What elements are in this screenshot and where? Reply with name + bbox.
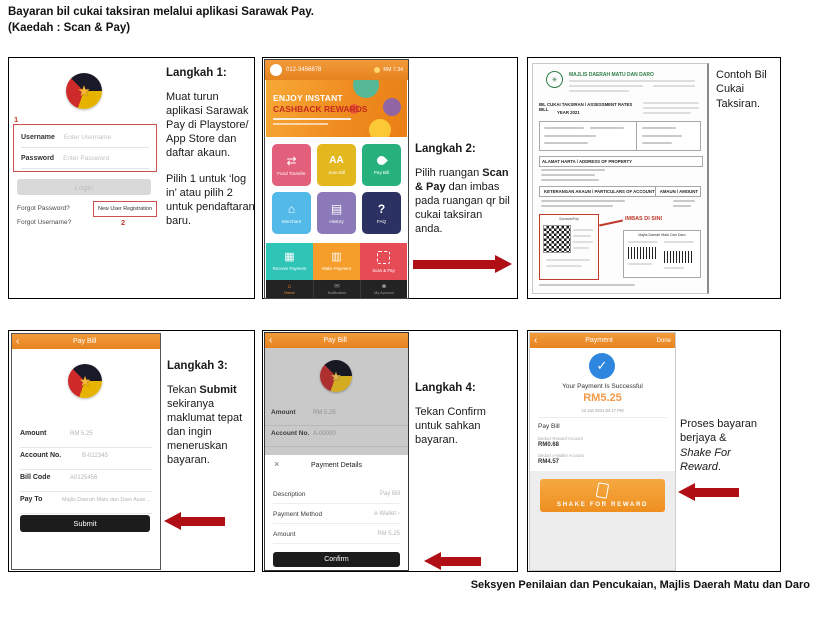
barcode-icon: ▥ — [331, 251, 342, 263]
faux-line — [544, 127, 584, 129]
bill-table — [539, 121, 701, 151]
faux-line — [544, 142, 588, 144]
panel-step4 — [262, 330, 518, 572]
faux-line — [573, 229, 593, 231]
password-label: Password — [21, 154, 55, 162]
method-label: Payment Method — [273, 511, 323, 518]
panel-step2 — [262, 57, 518, 299]
banner-smallprint — [273, 123, 328, 125]
tile-label: History — [329, 218, 344, 224]
tile-label: Auto Bill — [328, 169, 345, 175]
avatar[interactable] — [270, 64, 282, 76]
dimmed-background — [265, 348, 408, 455]
password-row[interactable] — [21, 148, 149, 169]
payto-value: Majlis Daerah Matu dan Daro Asse... — [62, 497, 150, 503]
description-value: Pay Bill — [379, 491, 400, 497]
faux-line — [541, 200, 625, 202]
nav-label: My Account — [374, 291, 394, 296]
amount-row — [273, 527, 400, 544]
tile-label: Pay Bill — [373, 169, 390, 175]
paybill-title: Pay Bill — [73, 338, 97, 345]
faux-line — [546, 265, 582, 267]
success-check-icon — [589, 353, 615, 379]
panel-bill-sample — [527, 57, 781, 299]
step3-paragraph — [167, 383, 255, 467]
faux-line — [569, 80, 657, 82]
paybill-header — [12, 334, 160, 349]
description-label: Description — [273, 491, 306, 498]
login-screenshot — [9, 58, 161, 296]
bottom-nav — [266, 280, 407, 299]
done-button[interactable]: Done — [656, 337, 671, 344]
star-icon: ★ — [330, 368, 342, 384]
faux-line — [569, 85, 643, 87]
account-row — [265, 427, 408, 447]
step3-post: sekiranya maklumat tepat dan ingin meneruskan bayaran. — [167, 397, 243, 467]
faux-line — [546, 259, 590, 261]
wallet-balance — [374, 67, 408, 73]
receipt-icon: ▤ — [330, 201, 343, 216]
faux-line — [590, 127, 624, 129]
faux-line — [573, 241, 593, 243]
notification-icon: ✉ — [334, 282, 340, 290]
success-screenshot — [529, 332, 676, 571]
nav-notification[interactable] — [313, 280, 360, 299]
banner-line1: ENJOY INSTANT — [273, 93, 343, 103]
home-tile-grid — [272, 144, 401, 234]
account-value: A-00000 — [313, 431, 336, 437]
step3-text — [167, 359, 255, 479]
back-icon[interactable]: ‹ — [534, 334, 538, 346]
billcode-row — [20, 471, 152, 492]
faux-line — [628, 263, 652, 265]
faux-line — [541, 174, 595, 176]
username-row[interactable] — [21, 127, 149, 148]
bill-org-name: MAJLIS DAERAH MATU DAN DARO — [569, 72, 654, 78]
banner-decoration — [369, 119, 391, 137]
tile-faq[interactable] — [362, 192, 401, 234]
faux-line — [643, 112, 691, 114]
bill-address-header: ALAMAT HARTA / ADDRESS OF PROPERTY — [539, 156, 703, 167]
faux-line — [664, 267, 684, 269]
success-note-italic: Shake For Reward — [680, 446, 731, 473]
banner-line2: CASHBACK REWARDS — [273, 104, 368, 114]
step3-pre: Tekan — [167, 383, 200, 396]
faux-line — [643, 107, 699, 109]
faux-line — [539, 284, 635, 286]
step1-text — [166, 66, 256, 240]
shake-label: SHAKE FOR REWARD — [556, 501, 649, 508]
success-amount: RM5.25 — [583, 392, 622, 404]
amount-row — [265, 406, 408, 426]
payment-details-screenshot — [264, 332, 409, 571]
deduct-wallet-label: Deduct e-Wallet Account — [538, 453, 584, 458]
document-title: Bayaran bil cukai taksiran melalui aplikasi Sarawak Pay. — [8, 6, 314, 18]
success-note-post: . — [717, 460, 721, 473]
account-value: B-012345 — [82, 453, 109, 459]
step4-heading: Langkah 4: — [415, 382, 476, 394]
faux-line — [544, 135, 596, 137]
account-row — [20, 449, 152, 470]
home-action-row — [266, 243, 407, 280]
shake-for-reward-button[interactable] — [540, 479, 665, 512]
footer-credit: Seksyen Penilaian dan Pencukaian, Majlis Daerah Matu dan Daro — [470, 579, 810, 591]
step2-post: dan imbas pada ruangan qr bil cukai taksiran anda. — [415, 180, 510, 236]
paybill-screenshot — [11, 333, 161, 570]
scan-frame-icon — [377, 251, 390, 264]
sarawak-pay-logo — [68, 364, 102, 398]
amount-value: RM 5.25 — [70, 431, 93, 437]
step1-paragraph-1: Muat turun aplikasi Sarawak Pay di Playstore/ App Store dan daftar akaun. — [166, 90, 249, 160]
star-icon: ★ — [77, 82, 91, 100]
faux-line — [541, 179, 599, 181]
panel-success — [527, 330, 781, 572]
close-icon[interactable]: × — [274, 459, 280, 469]
password-input[interactable]: Enter Password — [63, 154, 109, 162]
submit-button[interactable]: Submit — [20, 515, 150, 532]
banner-decoration — [383, 98, 401, 116]
amount-row — [20, 427, 152, 448]
username-label: Username — [21, 133, 55, 141]
bill-note: Contoh Bil Cukai Taksiran. — [716, 69, 767, 110]
faux-line — [628, 241, 658, 243]
action-receive-payment[interactable] — [266, 243, 313, 280]
faux-line — [653, 80, 695, 82]
phone-number: 012-3456878 — [286, 67, 322, 73]
tile-label: Fund Transfer — [277, 170, 306, 176]
step2-pre: Pilih ruangan — [415, 166, 483, 179]
account-icon: ☻ — [380, 282, 388, 290]
faux-line — [573, 235, 591, 237]
chevron-right-icon: › — [398, 511, 400, 517]
star-icon: ★ — [78, 373, 92, 389]
forgot-username-link[interactable]: Forgot Username? — [17, 219, 72, 226]
amount-label: Amount — [271, 409, 296, 416]
water-drop-icon — [375, 154, 388, 167]
arrow-to-submit — [181, 517, 225, 526]
crest-icon: ✳ — [546, 71, 563, 88]
billcode-label: Bill Code — [20, 474, 51, 481]
amount-value: RM 5.25 — [313, 410, 336, 416]
divider — [538, 417, 667, 418]
banner-smallprint — [273, 118, 351, 120]
login-button[interactable]: Login — [17, 179, 151, 195]
document-title-block — [8, 5, 314, 36]
arrow-to-confirm — [441, 557, 481, 566]
nav-label: Notification — [327, 291, 347, 296]
balance-value: RM 7.34 — [383, 67, 403, 73]
faux-line — [642, 142, 672, 144]
account-label: Account No. — [20, 452, 62, 459]
reward-section — [530, 471, 675, 570]
panel-step3 — [8, 330, 255, 572]
bill-doc-title: BIL CUKAI TAKSIRAN / ASSESSMENT RATES BILL — [539, 102, 633, 112]
step1-heading: Langkah 1: — [166, 67, 227, 79]
bill-image — [532, 63, 709, 294]
new-user-registration-button[interactable]: New User Registration — [93, 201, 157, 217]
particulars-label: KETERANGAN AKAUN / PARTICULARS OF ACCOUNT — [544, 189, 655, 194]
tile-fund-transfer[interactable] — [272, 144, 311, 186]
faux-line — [573, 247, 589, 249]
payto-row — [20, 493, 152, 514]
aa-text-icon: AA — [329, 154, 344, 166]
tile-history[interactable] — [317, 192, 356, 234]
amount-label: AMAUN / AMOUNT — [655, 187, 698, 196]
check-glyph: ✓ — [596, 358, 608, 373]
deduct-reward-label: Deduct Reward Account — [538, 436, 583, 441]
description-row — [273, 487, 400, 504]
bill-barcode-box — [623, 230, 701, 278]
payto-label: Pay To — [20, 496, 43, 503]
qr-code-icon: ▦ — [284, 251, 295, 263]
faux-line — [642, 135, 682, 137]
faux-line — [541, 205, 613, 207]
step1-paragraph-2: Pilih 1 untuk ‘log in’ atau pilih 2 untuk pendaftaran baru. — [166, 173, 255, 228]
qr-code — [543, 225, 571, 253]
question-mark-icon: ? — [377, 201, 386, 216]
step2-text — [415, 142, 512, 248]
annotation-1: 1 — [14, 115, 19, 124]
arrow-to-shake — [695, 488, 739, 497]
barcode — [664, 251, 694, 263]
back-icon[interactable]: ‹ — [16, 335, 20, 347]
tile-label: Merchant — [281, 218, 302, 224]
paybill-title: Pay Bill — [323, 337, 347, 344]
bill-year: YEAR 2021 — [557, 110, 580, 115]
nav-label: Home — [284, 291, 295, 296]
sarawak-pay-logo — [66, 73, 102, 109]
faux-line — [673, 200, 695, 202]
home-icon: ⌂ — [287, 282, 292, 290]
bill-particulars-header — [539, 186, 701, 197]
success-datetime: 22 Jan 2021,04:17 PM — [581, 408, 624, 413]
shake-phone-icon — [596, 482, 609, 499]
faux-line — [653, 85, 695, 87]
action-label: Scan & Pay — [372, 267, 395, 273]
billcode-value: A0125456 — [70, 475, 98, 481]
account-label: Account No. — [271, 430, 310, 437]
annotation-2: 2 — [121, 218, 126, 227]
action-scan-and-pay[interactable] — [360, 243, 407, 280]
faux-line — [673, 205, 691, 207]
success-message: Your Payment Is Successful — [562, 383, 643, 390]
faux-line — [569, 90, 629, 92]
success-note-pre: Proses bayaran berjaya & — [680, 418, 758, 445]
amount-label: Amount — [20, 430, 47, 437]
tile-label: FAQ — [376, 218, 387, 224]
document-subtitle: (Kaedah : Scan & Pay) — [8, 21, 131, 34]
qr-highlight-box — [539, 214, 599, 280]
success-note — [680, 417, 760, 474]
step3-heading: Langkah 3: — [167, 360, 228, 372]
step3-bold: Submit — [199, 383, 237, 396]
scan-here-pointer — [599, 220, 623, 226]
barcode-box-title: Majlis Daerah Matu Dan Daro — [638, 233, 686, 237]
back-icon[interactable]: ‹ — [269, 334, 273, 346]
deduct-reward-value: RM0.68 — [538, 442, 560, 448]
sheet-title: Payment Details — [311, 462, 362, 469]
home-header — [265, 60, 408, 80]
coin-icon — [374, 67, 380, 73]
transfer-arrows-icon: ⇄ — [286, 153, 297, 168]
nav-home[interactable] — [266, 280, 313, 299]
step2-paragraph — [415, 166, 512, 236]
cashback-banner[interactable] — [266, 80, 407, 137]
scan-here-label: IMBAS DI SINI — [625, 216, 662, 222]
step4-paragraph: Tekan Confirm untuk sahkan bayaran. — [415, 405, 486, 446]
table-divider — [636, 122, 637, 150]
step4-text — [415, 381, 512, 459]
amount-row-value: RM 5.25 — [377, 531, 400, 537]
panel-step1 — [8, 57, 255, 299]
payment-details-sheet — [265, 455, 408, 570]
username-input[interactable]: Enter Username — [63, 133, 112, 141]
payment-title: Payment — [585, 337, 613, 344]
tile-auto-bill[interactable] — [317, 144, 356, 186]
step2-bold: Scan & Pay — [415, 166, 509, 193]
faux-line — [643, 102, 699, 104]
method-value: e-Wallet — [374, 511, 396, 517]
confirm-button[interactable]: Confirm — [273, 552, 400, 567]
tile-pay-bill[interactable] — [362, 144, 401, 186]
arrow-to-bill — [413, 260, 495, 269]
payment-item: Pay Bill — [538, 423, 560, 430]
barcode — [628, 247, 656, 259]
storefront-icon: ⌂ — [287, 201, 296, 216]
qr-brand-label: SarawakPay — [559, 217, 579, 221]
action-label: Receive Payment — [272, 266, 307, 271]
payment-header — [530, 333, 675, 348]
home-screenshot — [264, 59, 409, 299]
deduct-wallet-value: RM4.57 — [538, 459, 560, 465]
nav-my-account[interactable] — [360, 280, 407, 299]
paybill-header — [265, 333, 408, 348]
banner-decoration — [353, 80, 379, 98]
step2-heading: Langkah 2: — [415, 143, 476, 155]
action-label: Make Payment — [322, 266, 351, 271]
amount-row-label: Amount — [273, 531, 296, 538]
sarawak-pay-logo — [320, 360, 352, 392]
payment-method-row[interactable] — [273, 507, 400, 524]
faux-line — [642, 127, 676, 129]
faux-line — [541, 169, 605, 171]
tile-merchant[interactable] — [272, 192, 311, 234]
faux-line — [664, 241, 694, 243]
action-make-payment[interactable] — [313, 243, 360, 280]
forgot-password-link[interactable]: Forgot Password? — [17, 205, 70, 212]
